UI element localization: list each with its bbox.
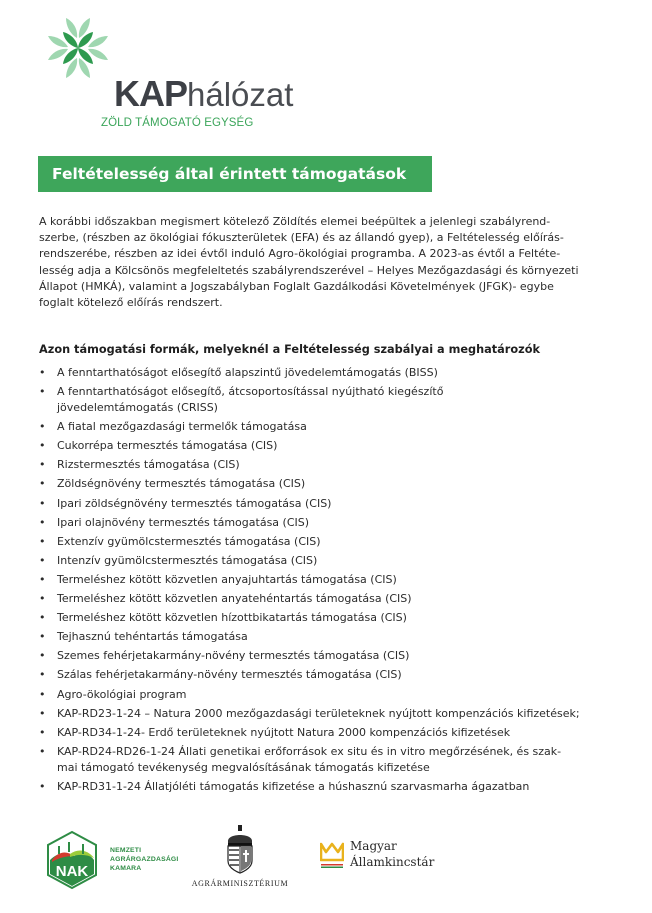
bullet-icon: • [39,496,46,510]
bullet-icon: • [39,630,46,644]
support-list-item [0,515,617,531]
support-item-text [57,744,617,776]
logo-word-bold: KAP [114,73,188,114]
bullet-icon: • [39,534,46,548]
bullet-icon: • [39,366,46,379]
support-item-line: Termeléshez kötött közvetlen anyatehéntartás támogatása (CIS) [57,592,412,606]
support-item-line: A fiatal mezőgazdasági termelők támogatása [57,420,307,434]
intro-line: A korábbi időszakban megismert kötelező Zöldítés elemei beépültek a jelenlegi szabályrend- [39,215,551,228]
bullet-icon: • [39,744,46,758]
support-list-item [0,610,617,626]
page-title-banner: Feltételesség által érintett támogatások [38,156,432,192]
support-item-text [57,553,617,569]
support-item-line: Intenzív gyümölcstermesztés támogatása (CIS) [57,553,318,567]
support-item-text [57,419,617,435]
support-list-item [0,725,617,741]
nak-name-line: KAMARA [110,865,142,872]
support-list-item [0,687,617,703]
support-list [0,365,652,798]
support-item-line: Tejhasznú tehéntartás támogatása [57,630,248,644]
support-item-line: A fenntarthatóságot elősegítő, átcsoportosítással nyújtható kiegészítő [57,385,444,399]
support-item-text [57,591,617,607]
support-item-line: Szemes fehérjetakarmány-növény termesztés támogatása (CIS) [57,649,410,663]
bullet-icon: • [39,385,46,399]
logo-subtitle: ZÖLD TÁMOGATÓ EGYSÉG [101,117,254,129]
bullet-icon: • [39,649,46,663]
support-item-text [57,687,617,703]
bullet-icon: • [39,706,46,720]
logo-wordmark [114,73,294,114]
kap-halozat-logo [44,14,324,129]
support-item-text [57,496,617,512]
nak-emblem-icon [44,830,100,890]
support-item-text [57,476,617,492]
support-list-item [0,648,617,664]
support-item-text [57,457,617,473]
support-item-line: Cukorrépa termesztés támogatása (CIS) [57,439,278,453]
bullet-icon: • [39,592,46,606]
bullet-icon: • [39,420,46,434]
bullet-icon: • [39,515,46,529]
support-list-item [0,591,617,607]
support-list-item [0,629,617,645]
support-item-text [57,667,617,683]
support-item-line: A fenntarthatóságot elősegítő alapszintű jövedelemtámogatás (BISS) [57,366,438,379]
intro-line: foglalt kötelező előírás rendszert. [39,296,223,310]
nak-emblem-text: NAK [55,863,89,880]
intro-line: szerbe, (részben az ökológiai fókuszterületek (EFA) és az állandó gyep), a Feltételesség előírás- [39,231,564,245]
nak-name-line: NEMZETI [110,847,142,854]
support-item-text [57,572,617,588]
bullet-icon: • [39,458,46,472]
support-list-item [0,496,617,512]
support-item-line: Extenzív gyümölcstermesztés támogatása (CIS) [57,534,321,548]
support-item-line: KAP-RD24-RD26-1-24 Állati genetikai erőforrások ex situ és in vitro megőrzésének, és szak- [57,744,562,758]
support-item-text [57,515,617,531]
hungarian-coat-of-arms-icon [223,825,257,875]
intro-paragraph [39,214,619,311]
bullet-icon: • [39,572,46,586]
leaf-flower-icon [44,14,124,94]
support-list-item [0,534,617,550]
support-item-text [57,725,617,741]
support-item-line: Ipari olajnövény termesztés támogatása (CIS) [57,515,310,529]
support-item-text [57,779,617,795]
bullet-icon: • [39,668,46,682]
support-item-text [57,438,617,454]
section-heading: Azon támogatási formák, melyeknél a Feltételesség szabályai a meghatározók [39,343,540,356]
support-item-text [57,365,617,381]
support-list-item [0,384,617,416]
support-item-text [57,629,617,645]
support-item-line: KAP-RD23-1-24 – Natura 2000 mezőgazdasági területeknek nyújtott kompenzációs kifizetések; [57,706,580,720]
intro-line: lesség adja a Kölcsönös megfeleltetés szabályrendszerével – Helyes Mezőgazdasági és környezeti [39,263,579,277]
support-item-line: Zöldségnövény termesztés támogatása (CIS) [57,477,306,491]
bullet-icon: • [39,611,46,625]
support-list-item [0,553,617,569]
support-item-line: Szálas fehérjetakarmány-növény termesztés támogatása (CIS) [57,668,402,682]
intro-line: rendszerébe, részben az idei évtől induló Agro-ökológiai programba. A 2023-as évtől a Feltéte- [39,247,561,261]
support-item-text [57,610,617,626]
support-list-item [0,365,617,381]
treasury-name-line: Államkincstár [350,855,435,869]
bullet-icon: • [39,477,46,491]
agrarminiszterium-logo [185,825,295,895]
intro-line: Állapot (HMKÁ), valamint a Jogszabályban Foglalt Gazdálkodási Követelmények (JFGK)- egybe [39,279,554,293]
support-item-text [57,534,617,550]
support-list-item [0,706,617,722]
bullet-icon: • [39,725,46,739]
treasury-name-line: Magyar [350,839,397,853]
support-list-item [0,476,617,492]
support-item-text [57,648,617,664]
support-item-line: mai támogató tevékenység megvalósításának támogatás kifizetése [57,760,430,774]
nak-name [110,846,179,873]
crown-icon [320,840,344,870]
support-item-line: Agro-ökológiai program [57,687,187,701]
support-list-item [0,438,617,454]
logo-word-light: hálózat [187,76,294,113]
support-list-item [0,419,617,435]
support-item-line: KAP-RD31-1-24 Állatjóléti támogatás kifizetése a húshasznú szarvasmarha ágazatban [57,779,530,793]
support-list-item [0,667,617,683]
nak-name-line: AGRÁRGAZDASÁGI [110,856,179,863]
support-item-line: jövedelemtámogatás (CRISS) [57,401,218,415]
support-list-item [0,744,617,776]
bullet-icon: • [39,553,46,567]
footer-logos [0,820,652,910]
support-list-item [0,779,617,795]
support-item-line: KAP-RD34-1-24- Erdő területeknek nyújtott Natura 2000 kompenzációs kifizetések [57,725,511,739]
bullet-icon: • [39,779,46,793]
bullet-icon: • [39,439,46,453]
bullet-icon: • [39,687,46,701]
support-item-text [57,706,617,722]
support-item-line: Ipari zöldségnövény termesztés támogatása (CIS) [57,496,332,510]
support-list-item [0,457,617,473]
allamkincstar-logo [320,838,460,878]
support-list-item [0,572,617,588]
support-item-text [57,384,617,416]
support-item-line: Rizstermesztés támogatása (CIS) [57,458,240,472]
ministry-name: AGRÁRMINISZTÉRIUM [191,879,289,888]
support-item-line: Termeléshez kötött közvetlen hízottbikatartás támogatása (CIS) [57,611,407,625]
treasury-name [350,838,434,870]
support-item-line: Termeléshez kötött közvetlen anyajuhtartás támogatása (CIS) [57,572,397,586]
